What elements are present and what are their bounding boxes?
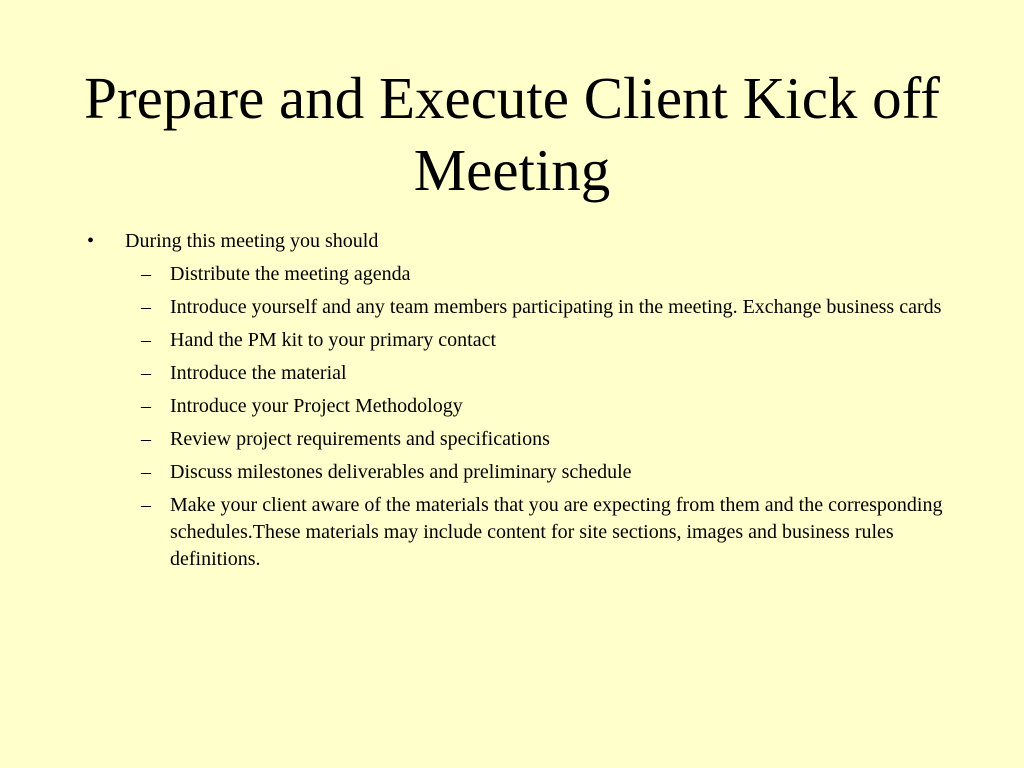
bullet-marker: • bbox=[87, 230, 95, 252]
bullet-list bbox=[84, 228, 944, 579]
sub-bullet-text: Introduce yourself and any team members participating in the meeting. Exchange business cards bbox=[170, 296, 942, 318]
sub-bullet-item bbox=[125, 459, 944, 486]
sub-bullet-text: Hand the PM kit to your primary contact bbox=[170, 329, 497, 351]
dash-marker: – bbox=[141, 263, 151, 285]
dash-marker: – bbox=[141, 329, 151, 351]
bullet-item bbox=[84, 228, 944, 573]
dash-marker: – bbox=[141, 362, 151, 384]
sub-bullet-text: Make your client aware of the materials that you are expecting from them and the corresponding schedules.These materials may include content for site sections, images and business rules definitions. bbox=[170, 494, 943, 570]
dash-marker: – bbox=[141, 395, 151, 417]
sub-bullet-item bbox=[125, 327, 944, 354]
sub-bullet-item bbox=[125, 294, 944, 321]
sub-bullet-text: Distribute the meeting agenda bbox=[170, 263, 411, 285]
sub-bullet-text: Review project requirements and specifications bbox=[170, 428, 550, 450]
dash-marker: – bbox=[141, 461, 151, 483]
sub-bullet-text: Introduce your Project Methodology bbox=[170, 395, 463, 417]
dash-marker: – bbox=[141, 428, 151, 450]
sub-bullet-text: Introduce the material bbox=[170, 362, 347, 384]
dash-marker: – bbox=[141, 494, 151, 516]
sub-bullet-item bbox=[125, 360, 944, 387]
bullet-text: During this meeting you should bbox=[125, 230, 379, 252]
sub-bullet-item bbox=[125, 393, 944, 420]
sub-bullet-list bbox=[125, 261, 944, 573]
sub-bullet-text: Discuss milestones deliverables and preliminary schedule bbox=[170, 461, 632, 483]
sub-bullet-item bbox=[125, 492, 944, 573]
sub-bullet-item bbox=[125, 426, 944, 453]
dash-marker: – bbox=[141, 296, 151, 318]
sub-bullet-item bbox=[125, 261, 944, 288]
slide-title: Prepare and Execute Client Kick off Meeting bbox=[84, 65, 940, 203]
